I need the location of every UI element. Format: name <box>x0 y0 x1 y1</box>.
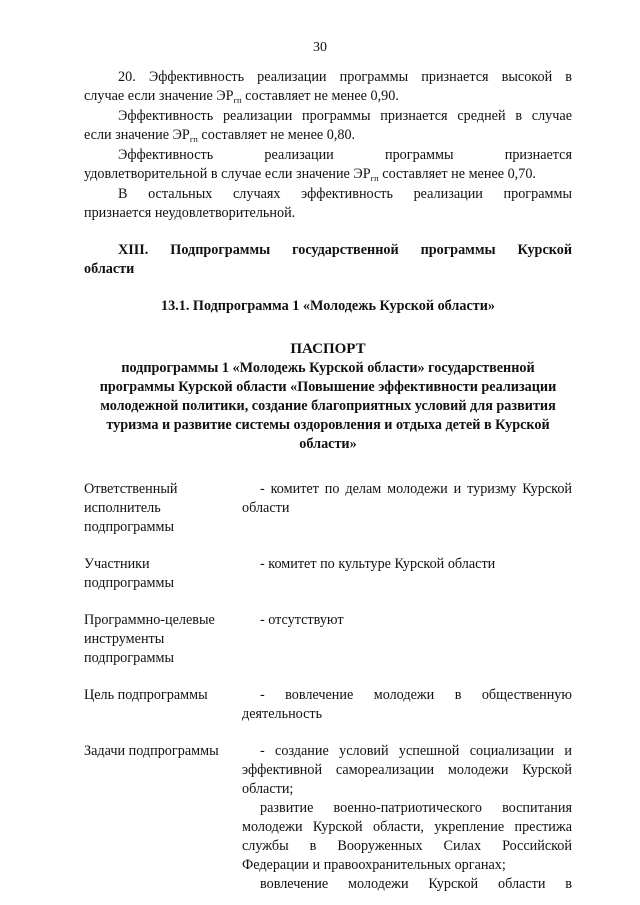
row-value: - комитет по делам молодежи и туризму Курской области <box>242 481 572 516</box>
passport-row-participants <box>84 555 572 593</box>
row-label: Участники подпрограммы <box>84 556 174 591</box>
text-line: признается неудовлетворительной. <box>84 205 296 221</box>
passport-row-tasks <box>84 742 572 894</box>
efficiency-paragraph-unsatisfactory <box>84 185 572 223</box>
text-line: удовлетворительной в случае если значение $ЭР_{гп}$ составляет не менее 0,70. <box>84 166 536 183</box>
passport-row-instruments <box>84 611 572 668</box>
efficiency-paragraph-high <box>84 68 572 107</box>
text-line: случае если значение $ЭР_{гп}$ составляет не менее 0,90. <box>84 88 399 105</box>
passport-description: подпрограммы 1 «Молодежь Курской области» государственной программы Курской области «Повышение эффективности реализации молодежной политики, создание благоприятных условий для развития туризма и развитие системы оздоровления и отдыха детей в Курской области» <box>99 360 557 452</box>
document-body <box>84 68 572 894</box>
row-label: Ответственный исполнитель подпрограммы <box>84 481 178 535</box>
page-number: 30 <box>313 40 327 55</box>
row-value: - отсутствуют <box>260 612 344 628</box>
text-line: если значение $ЭР_{гп}$ составляет не менее 0,80. <box>84 127 356 144</box>
row-value: - вовлечение молодежи в общественную деятельность <box>242 687 572 722</box>
section-heading: XIII. Подпрограммы государственной программы Курской области <box>84 242 572 277</box>
row-value: - создание условий успешной социализации и эффективной самореализации молодежи Курской области; развитие военно-патриотического воспитания молодежи Курской области, укрепление престижа службы в Вооруженных Силах Российской Федерации и правоохранительных органах; вовлечение молодежи Курской области в <box>242 743 572 892</box>
row-label: Задачи подпрограммы <box>84 743 219 759</box>
row-value: - комитет по культуре Курской области <box>260 556 496 572</box>
subsection-heading: 13.1. Подпрограмма 1 «Молодежь Курской области» <box>160 298 495 314</box>
passport-row-responsible <box>84 480 572 537</box>
text-line: Эффективность реализации программы признается <box>118 147 572 163</box>
row-label: Программно-целевые инструменты подпрограммы <box>84 612 215 666</box>
text-line: 20. Эффективность реализации программы признается высокой в <box>118 69 572 85</box>
passport-table <box>84 480 572 894</box>
efficiency-paragraph-satisfactory <box>84 146 572 185</box>
passport-title: ПАСПОРТ <box>290 341 366 357</box>
efficiency-paragraph-medium <box>84 107 572 146</box>
text-line: Эффективность реализации программы признается средней в случае <box>118 108 572 124</box>
text-line: В остальных случаях эффективность реализации программы <box>118 186 572 202</box>
passport-row-goal <box>84 686 572 724</box>
row-label: Цель подпрограммы <box>84 687 208 703</box>
